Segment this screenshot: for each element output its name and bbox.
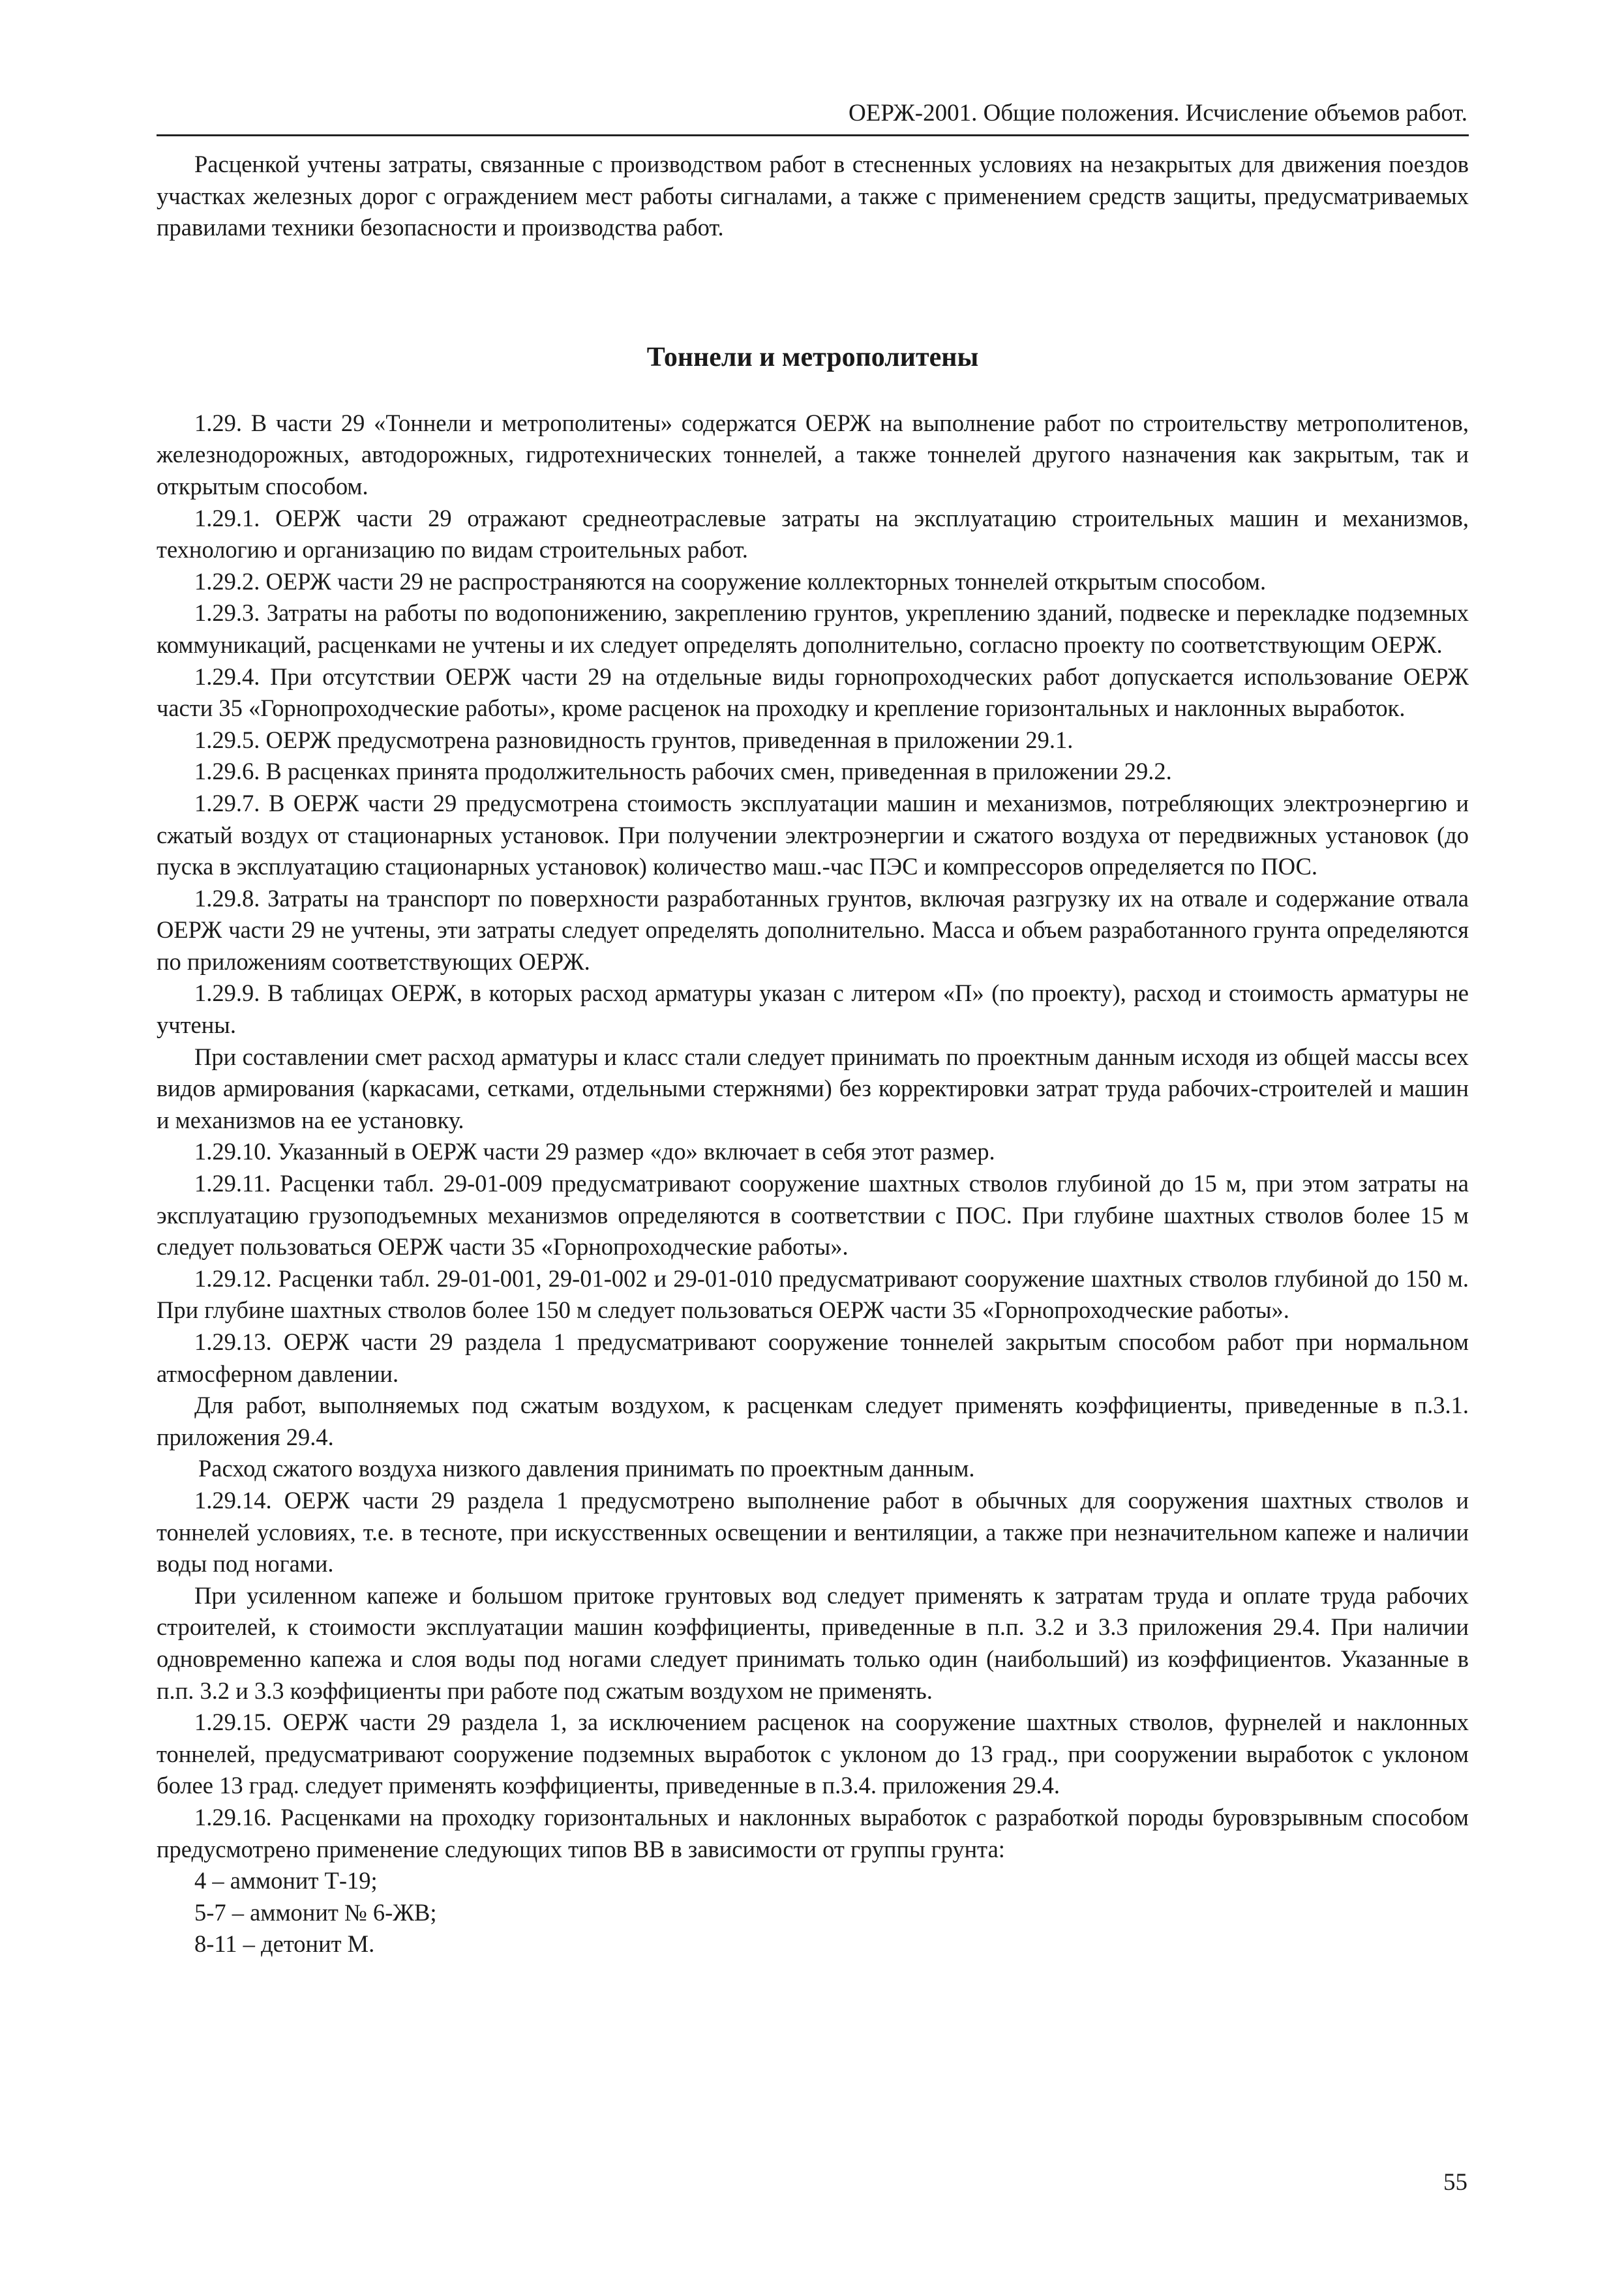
paragraph-1-29-1: 1.29.1. ОЕРЖ части 29 отражают среднеотраслевые затраты на эксплуатацию строительных машин и механизмов, технологию и организацию по видам строительных работ. (157, 504, 1469, 563)
list-item-explosive: 8-11 – детонит М. (194, 1930, 375, 1958)
paragraph-1-29-8: 1.29.8. Затраты на транспорт по поверхности разработанных грунтов, включая разгрузку их на отвале и содержание отвала ОЕРЖ части 29 не учтены, эти затраты следует определять дополнительно. Масса и объем разработанного грунта определяются по приложениям соответствующих ОЕРЖ. (157, 884, 1469, 975)
intro-paragraph: Расценкой учтены затраты, связанные с производством работ в стесненных условиях на незакрытых для движения поездов участках железных дорог с ограждением мест работы сигналами, а также с применением средств защиты, предусматриваемых правилами техники безопасности и производства работ. (157, 151, 1469, 241)
list-item-explosive: 4 – аммонит Т-19; (194, 1867, 378, 1894)
paragraph-1-29-13: 1.29.13. ОЕРЖ части 29 раздела 1 предусматривают сооружение тоннелей закрытым способом работ при нормальном атмосферном давлении. (157, 1328, 1469, 1387)
section-title: Тоннели и метрополитены (646, 342, 979, 372)
list-item-explosive: 5-7 – аммонит № 6-ЖВ; (194, 1898, 437, 1926)
paragraph-1-29-12: 1.29.12. Расценки табл. 29-01-001, 29-01-002 и 29-01-010 предусматривают сооружение шахтных стволов глубиной до 150 м. При глубине шахтных стволов более 150 м следует пользоваться ОЕРЖ части 35 «Горнопроходческие работы». (157, 1264, 1469, 1324)
paragraph-1-29-6: 1.29.6. В расценках принята продолжительность рабочих смен, приведенная в приложении 29.2. (194, 758, 1172, 785)
paragraph-1-29-5: 1.29.5. ОЕРЖ предусмотрена разновидность грунтов, приведенная в приложении 29.1. (194, 726, 1074, 753)
paragraph-1-29-15: 1.29.15. ОЕРЖ части 29 раздела 1, за исключением расценок на сооружение шахтных стволов, фурнелей и наклонных тоннелей, предусматривают сооружение подземных выработок с уклоном до 13 град., при сооружении выработок с уклоном более 13 град. следует применять коэффициенты, приведенные в п.3.4. приложения 29.4. (157, 1709, 1469, 1799)
paragraph-1-29-3: 1.29.3. Затраты на работы по водопонижению, закреплению грунтов, укреплению зданий, подвеске и перекладке подземных коммуникаций, расценками не учтены и их следует определять дополнительно, согласно проекту по соответствующим ОЕРЖ. (157, 599, 1469, 658)
body-text (157, 149, 1469, 1960)
paragraph-1-29-4: 1.29.4. При отсутствии ОЕРЖ части 29 на отдельные виды горнопроходческих работ допускается использование ОЕРЖ части 35 «Горнопроходческие работы», кроме расценок на проходку и крепление горизонтальных и наклонных выработок. (157, 663, 1469, 722)
paragraph-1-29-11: 1.29.11. Расценки табл. 29-01-009 предусматривают сооружение шахтных стволов глубиной до 15 м, при этом затраты на эксплуатацию грузоподъемных механизмов определяются в соответствии с ПОС. При глубине шахтных стволов более 15 м следует пользоваться ОЕРЖ части 35 «Горнопроходческие работы». (157, 1170, 1469, 1261)
paragraph-compressed-air-consumption: Расход сжатого воздуха низкого давления принимать по проектным данным. (198, 1455, 975, 1482)
paragraph-1-29-2: 1.29.2. ОЕРЖ части 29 не распространяются на сооружение коллекторных тоннелей открытым способом. (194, 567, 1267, 595)
paragraph-1-29-16: 1.29.16. Расценками на проходку горизонтальных и наклонных выработок с разработкой породы буровзрывным способом предусмотрено применение следующих типов ВВ в зависимости от группы грунта: (157, 1803, 1469, 1863)
paragraph-reinforcement-note: При составлении смет расход арматуры и класс стали следует принимать по проектным данным исходя из общей массы всех видов армирования (каркасами, сетками, отдельными стержнями) без корректировки затрат труда рабочих-строителей и машин и механизмов на ее установку. (157, 1043, 1469, 1133)
paragraph-1-29-7: 1.29.7. В ОЕРЖ части 29 предусмотрена стоимость эксплуатации машин и механизмов, потребляющих электроэнергию и сжатый воздух от стационарных установок. При получении электроэнергии и сжатого воздуха от передвижных установок (до пуска в эксплуатацию стационарных установок) количество маш.-час ПЭС и компрессоров определяется по ПОС. (157, 789, 1469, 880)
running-header: ОЕРЖ-2001. Общие положения. Исчисление объемов работ. (849, 100, 1467, 127)
paragraph-compressed-air-coefficients: Для работ, выполняемых под сжатым воздухом, к расценкам следует применять коэффициенты, приведенные в п.3.1. приложения 29.4. (157, 1392, 1469, 1450)
paragraph-1-29: 1.29. В части 29 «Тоннели и метрополитены» содержатся ОЕРЖ на выполнение работ по строительству метрополитенов, железнодорожных, автодорожных, гидротехнических тоннелей, а также тоннелей другого назначения как закрытым, так и открытым способом. (157, 409, 1469, 500)
paragraph-groundwater-coefficients: При усиленном капеже и большом притоке грунтовых вод следует применять к затратам труда и оплате труда рабочих строителей, к стоимости эксплуатации машин коэффициенты, приведенные в п.п. 3.2 и 3.3 приложения 29.4. При наличии одновременно капежа и слоя воды под ногами следует принимать только один (наибольший) из коэффициентов. Указанные в п.п. 3.2 и 3.3 коэффициенты при работе под сжатым воздухом не применять. (157, 1581, 1469, 1704)
page-number: 55 (1443, 2169, 1467, 2196)
paragraph-1-29-9: 1.29.9. В таблицах ОЕРЖ, в которых расход арматуры указан с литером «П» (по проекту), расход и стоимость арматуры не учтены. (157, 980, 1469, 1039)
header-rule (157, 134, 1469, 136)
paragraph-1-29-14: 1.29.14. ОЕРЖ части 29 раздела 1 предусмотрено выполнение работ в обычных для сооружения шахтных стволов и тоннелей условиях, т.е. в тесноте, при искусственных освещении и вентиляции, а также при незначительном капеже и наличии воды под ногами. (157, 1486, 1469, 1578)
paragraph-1-29-10: 1.29.10. Указанный в ОЕРЖ части 29 размер «до» включает в себя этот размер. (194, 1138, 995, 1165)
